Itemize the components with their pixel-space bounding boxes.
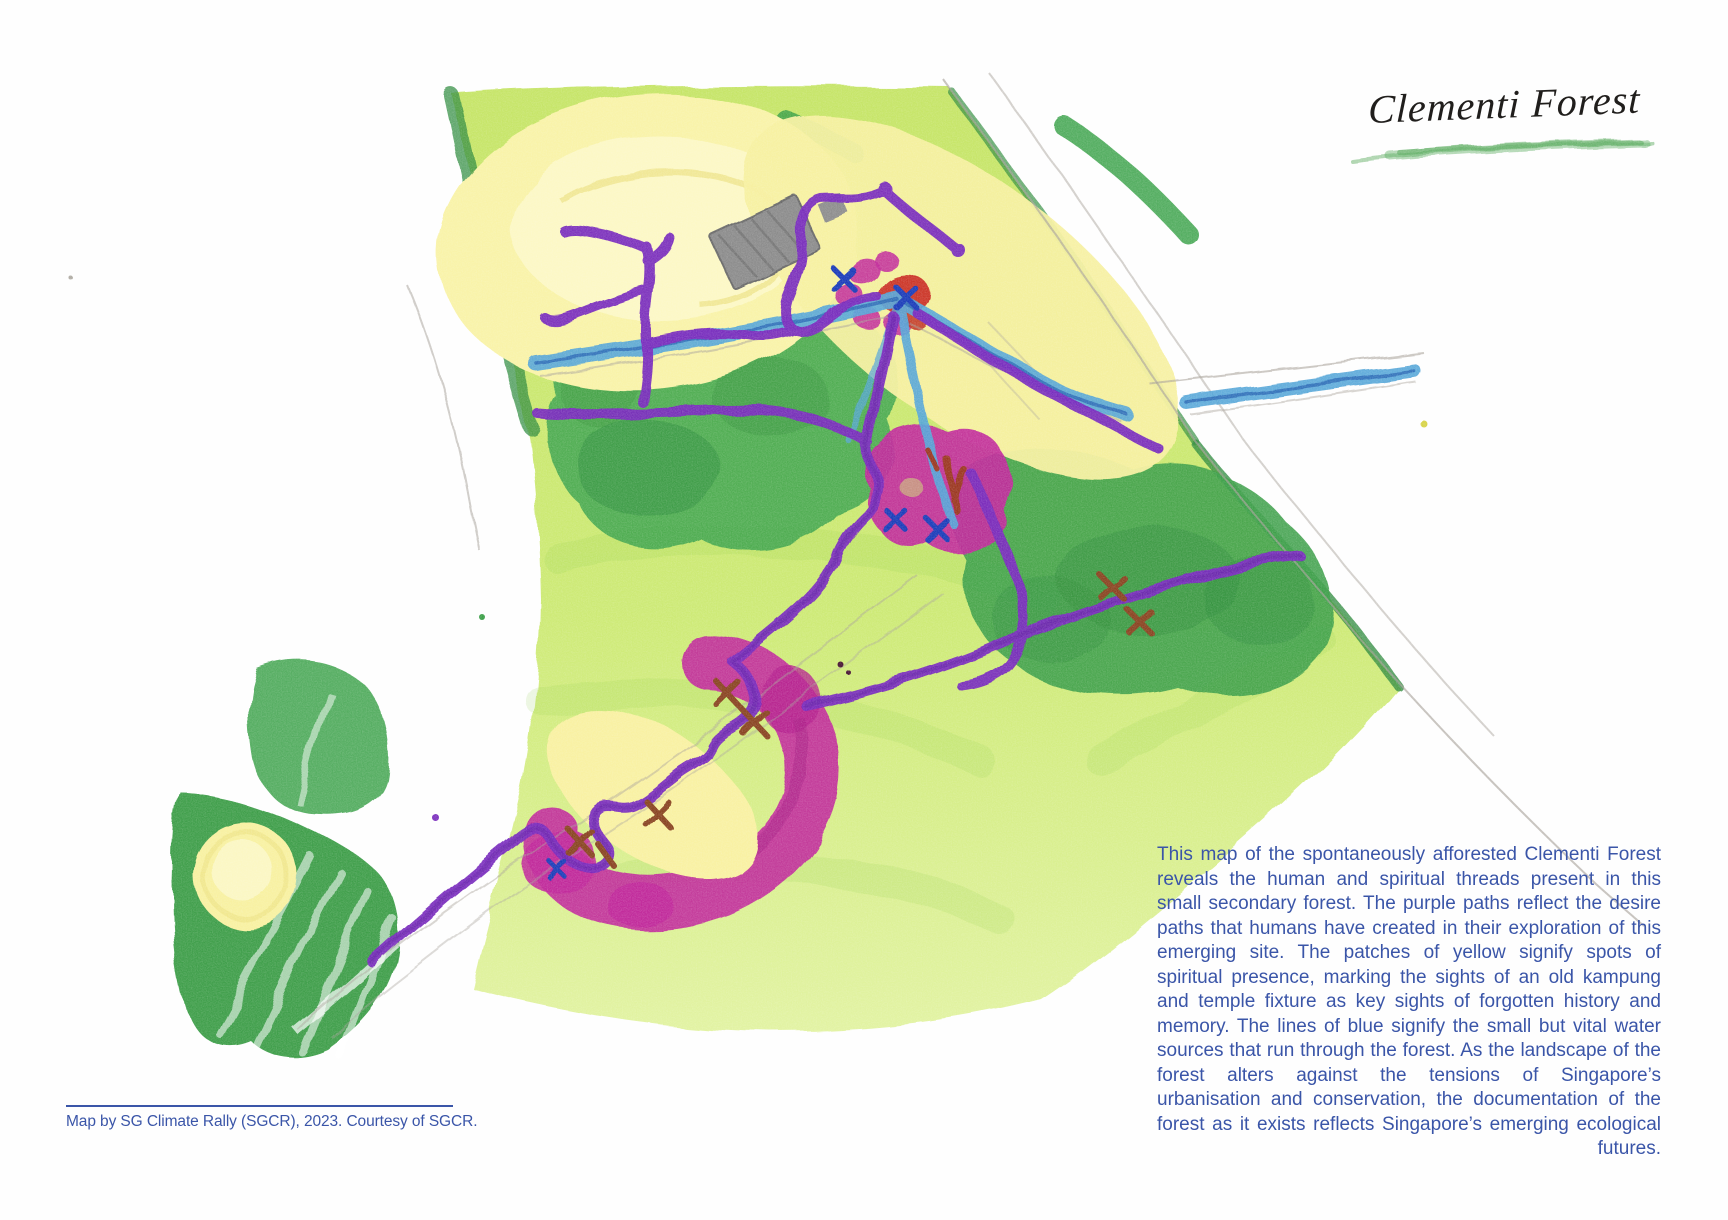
credit-caption: Map by SG Climate Rally (SGCR), 2023. Courtesy of SGCR. [66,1113,478,1130]
caption-rule [66,1105,453,1107]
map-title-handwritten: Clementi Forest [1367,76,1642,133]
map-description: This map of the spontaneously afforested Clementi Forest reveals the human and spiritual threads present in this small secondary forest. The purple paths reflect the desire paths that humans have created in their exploration of this emerging site. The patches of yellow signify spots of spiritual presence, marking the sights of an old kampung and temple fixture as key sights of forgotten history and memory. The lines of blue signify the small but vital water sources that run through the forest. As the landscape of the forest alters against the tensions of Singapore’s urbanisation and conservation, the documentation of the forest as it exists reflects Singapore’s emerging ecological futures. [1157,844,1661,1159]
